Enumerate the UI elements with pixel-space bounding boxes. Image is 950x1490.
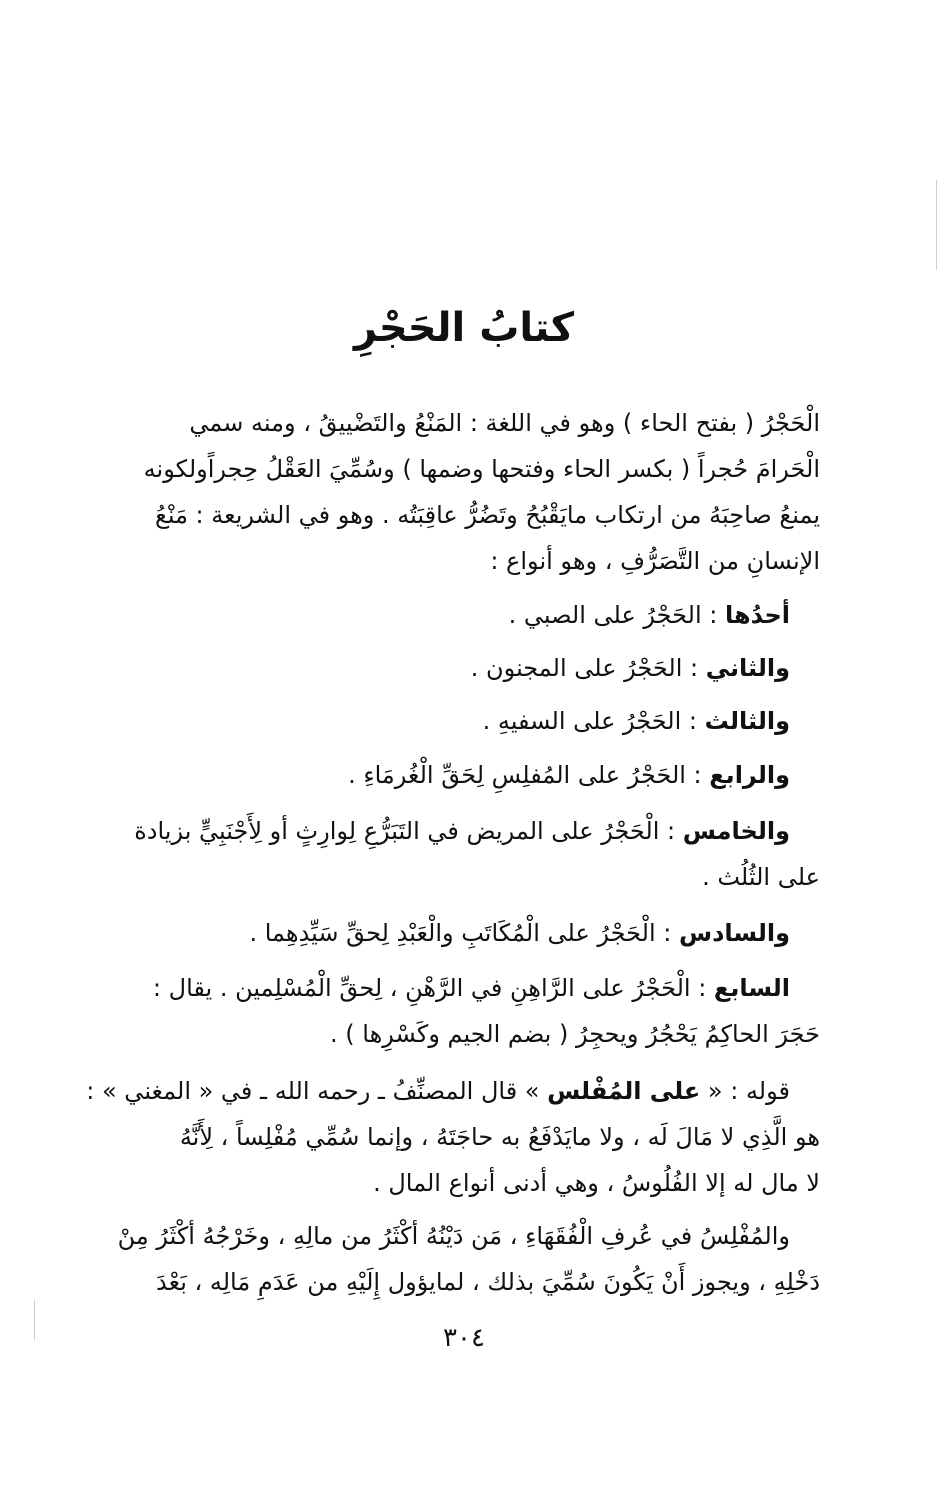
- commentary-text: قوله : «: [700, 1077, 790, 1105]
- list-item: [108, 645, 820, 691]
- item-text-continuation: حَجَرَ الحاكِمُ يَحْجُرُ ويحجِرُ ( بضم الجيم وكَسْرِها ) .: [330, 1020, 820, 1048]
- intro-line: الإنسانِ من التَّصَرُّفِ ، وهو أنواع :: [490, 547, 820, 575]
- commentary-text: » قال المصنِّفُ ـ رحمه الله ـ في « المغني » :: [86, 1077, 548, 1105]
- list-item: [108, 910, 820, 956]
- intro-line: الْحَرامَ حُجراً ( بكسر الحاء وفتحها وضمها ) وسُمِّيَ العَقْلُ حِجراًولكونه: [143, 455, 820, 483]
- list-item: [108, 808, 820, 900]
- list-item: [108, 752, 820, 798]
- page-number: ٣٠٤: [443, 1323, 485, 1353]
- item-label: والرابع: [709, 761, 790, 789]
- item-text: : الْحَجْرُ على الْمُكَاتَبِ والْعَبْدِ لِحقِّ سَيِّدِهِما .: [249, 919, 679, 947]
- list-item: [108, 965, 820, 1057]
- item-text: : الْحَجْرُ على المريض في التَبَرُّعِ لِوارِثٍ أو لِأَجْنَبِيٍّ بزيادة: [134, 817, 683, 845]
- item-text: : الحَجْرُ على الصبي .: [508, 601, 725, 629]
- chapter-title: كتابُ الحَجْرِ: [354, 305, 574, 351]
- item-label: أحدُها: [724, 601, 790, 629]
- intro-paragraph: [108, 400, 820, 584]
- item-label: والثالث: [704, 707, 790, 735]
- definition-paragraph: [108, 1213, 820, 1305]
- commentary-line: لا مال له إلا الفُلُوسُ ، وهي أدنى أنواع المال .: [373, 1169, 820, 1197]
- list-item: [108, 698, 820, 744]
- book-page: [86, 0, 820, 1490]
- commentary-term: على المُفْلس: [547, 1077, 701, 1105]
- item-text: : الْحَجْرُ على الرَّاهِنِ في الرَّهْنِ ، لِحقِّ الْمُسْلِمين . يقال :: [152, 974, 714, 1002]
- item-text: : الحَجْرُ على المجنون .: [470, 654, 706, 682]
- commentary-paragraph: [86, 1068, 820, 1206]
- scan-edge-mark-right: [936, 180, 937, 270]
- item-text-continuation: على الثُلُث .: [702, 863, 820, 891]
- item-label: والثاني: [705, 654, 790, 682]
- intro-line: الْحَجْرُ ( بفتح الحاء ) وهو في اللغة : المَنْعُ والتَضْييقُ ، ومنه سمي: [189, 409, 820, 437]
- commentary-line: هو الَّذِي لا مَالَ لَه ، ولا مايَدْفَعُ به حاجَتَهُ ، وإنما سُمِّي مُفْلِساً ، لِأَنَّهُ: [179, 1123, 820, 1151]
- list-item: [108, 592, 820, 638]
- scan-edge-mark-left: [34, 1300, 35, 1340]
- item-label: السابع: [713, 974, 790, 1002]
- intro-line: يمنعُ صاحِبَهُ من ارتكاب مايَقْبُحُ وتَضُرُّ عاقِبَتُه . وهو في الشريعة : مَنْعُ: [155, 501, 820, 529]
- item-label: والخامس: [682, 817, 790, 845]
- definition-line: والمُفْلِسُ في عُرفِ الْفُقَهَاءِ ، مَن دَيْنُهُ أكْثَرُ من مالِهِ ، وخَرْجُهُ أكْثَرُ مِنْ: [117, 1222, 790, 1250]
- item-text: : الحَجْرُ على المُفلِسِ لِحَقِّ الْغُرمَاءِ .: [348, 761, 710, 789]
- item-text: : الحَجْرُ على السفيهِ .: [482, 707, 705, 735]
- item-label: والسادس: [678, 919, 790, 947]
- definition-line: دَخْلِهِ ، ويجوز أَنْ يَكُونَ سُمِّيَ بذلك ، لمايؤول إِلَيْهِ من عَدَمِ مَالِه ، بَعْدَ: [156, 1268, 820, 1296]
